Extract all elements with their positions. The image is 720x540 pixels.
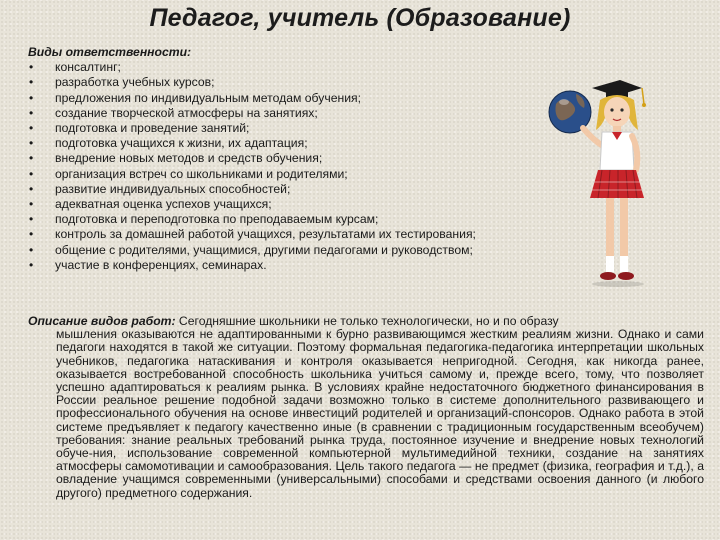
list-item: • подготовка и переподготовка по преподаваемым курсам;	[28, 212, 558, 227]
list-item: • участие в конференциях, семинарах.	[28, 258, 558, 273]
girl-with-globe-icon	[548, 70, 658, 295]
girl-with-globe-illustration	[548, 70, 658, 295]
responsibilities-list	[28, 60, 558, 273]
list-item: • внедрение новых методов и средств обучения;	[28, 151, 558, 166]
description-label: Описание видов работ:	[28, 314, 176, 328]
list-item: • адекватная оценка успехов учащихся;	[28, 197, 558, 212]
responsibilities-heading: Виды ответственности:	[28, 45, 192, 59]
list-item: • подготовка и проведение занятий;	[28, 121, 558, 136]
page-title: Педагог, учитель (Образование)	[149, 4, 571, 32]
list-item: • подготовка учащихся к жизни, их адаптация;	[28, 136, 558, 151]
list-item: • развитие индивидуальных способностей;	[28, 182, 558, 197]
list-item: • создание творческой атмосферы на занятиях;	[28, 106, 558, 121]
description-body: мышления оказываются не адаптированными к бурно развивающимся жестким реалиям жизни. Однако и сами педагоги находятся в такой же ситуации. Поэтому формальная педагогика-педагогика интерпретации школьных учебников, педагогика натаскивания и контроля оказывается непригодной. Сегодня, как никогда ранее, оказывается востребованной способность школьника учиться самому и, прежде всего, тому, что позволяет успешно адаптироваться к реалиям рынка. В условиях крайне недостаточного бюджетного финансирования в России реальное решение подобной задачи возможно только в системе дополнительного развивающего и профессионального обучения на основе инвестиций родителей и организаций-спонсоров. Однако работа в этой системе предъявляет к педагогу качественно иные (в сравнении с традиционным государственным всеобучем) требования: знание реальных требований рынка труда, постоянное изучение и внедрение новых технологий обуче-ния, использование современной компьютерной мультимедийной техники, создание на занятиях атмосферы самомотивации и самообразования. Цель такого педагога — не предмет (физика, география и т.д.), а овладение учащимся современными (универсальными) способами и средствами освоения данного (и любого другого) предметного содержания.	[56, 327, 704, 500]
list-item: • общение с родителями, учащимися, другими педагогами и руководством;	[28, 243, 558, 258]
description-first-line-text: Сегодняшние школьники не только технологически, но и по образу	[175, 314, 559, 328]
responsibilities-section	[28, 45, 558, 273]
list-item: • контроль за домашней работой учащихся, результатами их тестирования;	[28, 227, 558, 242]
work-description	[28, 315, 704, 500]
list-item: • предложения по индивидуальным методам обучения;	[28, 91, 558, 106]
list-item: • организация встреч со школьниками и родителями;	[28, 167, 558, 182]
list-item: • консалтинг;	[28, 60, 558, 75]
list-item: • разработка учебных курсов;	[28, 75, 558, 90]
